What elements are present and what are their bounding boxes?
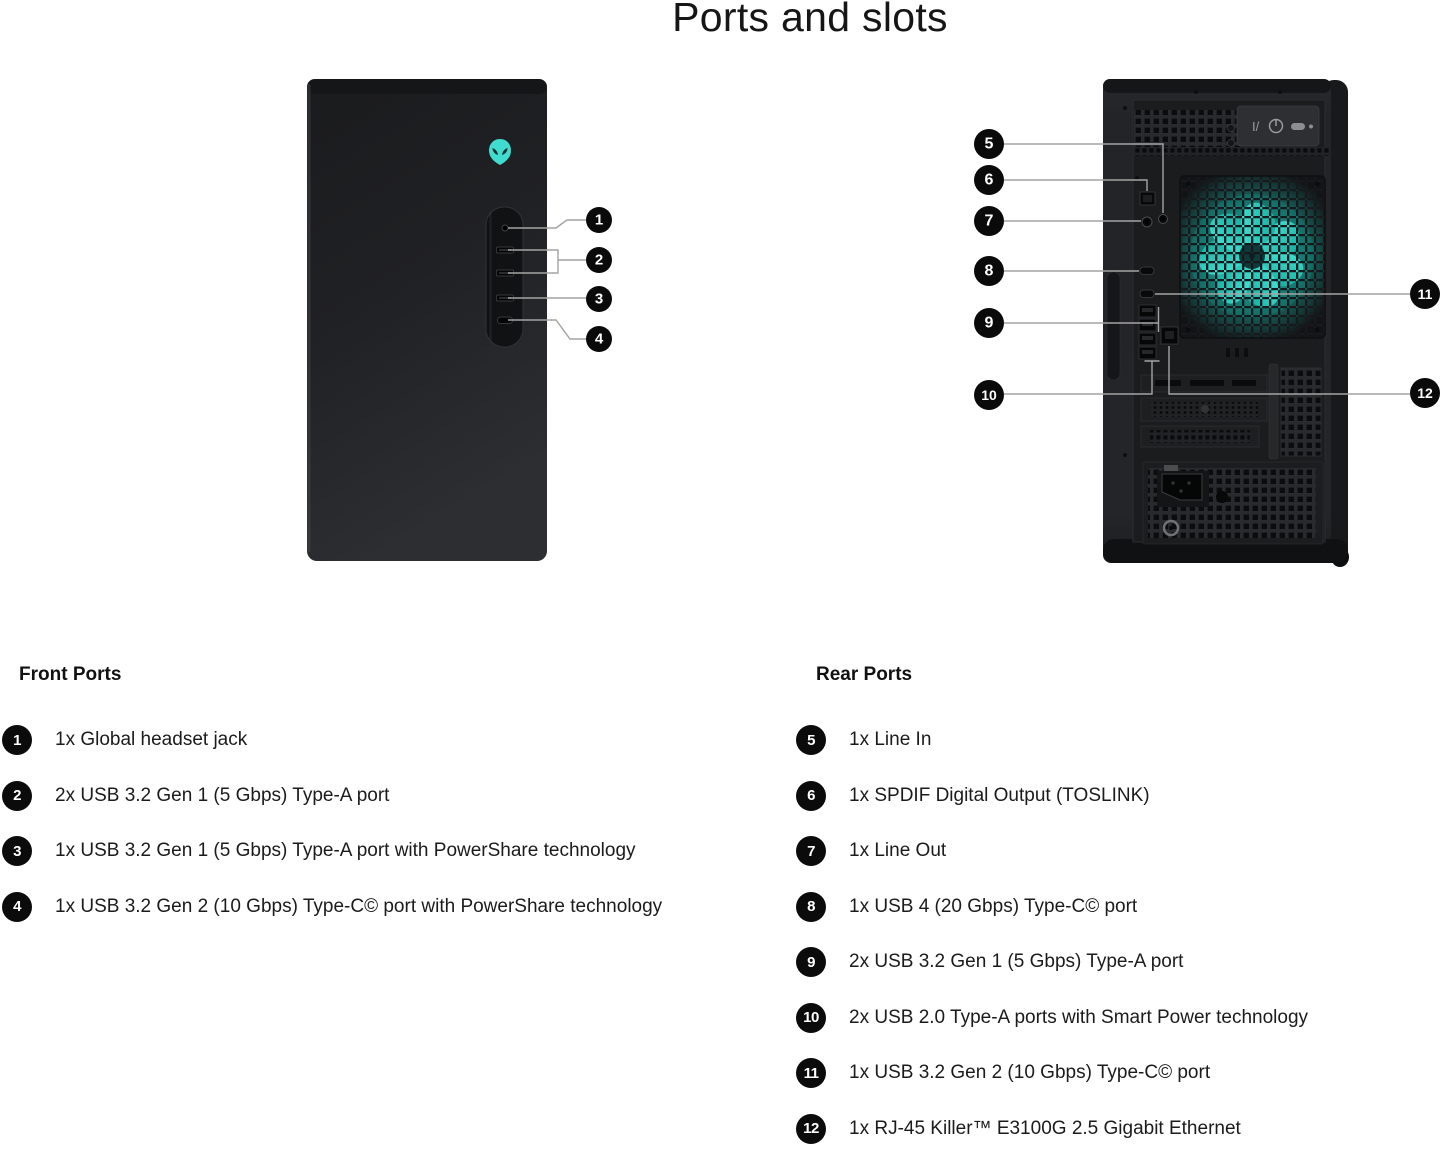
callout-badge-12 (1410, 378, 1440, 408)
item-number-badge: 11 (796, 1058, 826, 1088)
callout-badge-6 (974, 165, 1004, 195)
callout-number: 1 (594, 211, 604, 229)
rear-indicator-1 (1228, 125, 1235, 132)
front-ports-heading: Front Ports (19, 664, 122, 685)
page-title: Ports and slots (672, 0, 948, 40)
rear-indicator-2 (1228, 140, 1235, 147)
item-label: 2x USB 2.0 Type-A ports with Smart Power technology (849, 1006, 1309, 1028)
item-number-badge: 12 (796, 1114, 826, 1144)
pcie-slot-1 (1141, 375, 1267, 392)
item-number-badge: 6 (796, 781, 826, 811)
callout-badge-10 (974, 380, 1004, 410)
spdif-port (1140, 192, 1155, 205)
item-label: 1x USB 3.2 Gen 2 (10 Gbps) Type-C© port with PowerShare technology (55, 895, 663, 917)
legend-item-2 (2, 781, 662, 811)
callout-badge-4 (586, 326, 612, 352)
item-label: 1x USB 3.2 Gen 1 (5 Gbps) Type-A port with PowerShare technology (55, 840, 636, 861)
callout-badge-8 (974, 256, 1004, 286)
item-label: 2x USB 3.2 Gen 1 (5 Gbps) Type-A port (55, 784, 390, 806)
item-label: 1x Line In (849, 729, 932, 750)
usb-c-port-8 (1140, 267, 1154, 275)
callout-badge-2 (586, 247, 612, 273)
rear-side-groove (1107, 272, 1120, 380)
usb-c-port-11 (1140, 290, 1154, 298)
item-number-badge: 10 (796, 1003, 826, 1033)
item-number-badge: 4 (2, 892, 32, 922)
legend-item-11 (796, 1058, 1308, 1088)
rj45-port (1161, 327, 1178, 344)
legend-item-6 (796, 781, 1308, 811)
callout-badge-11 (1410, 279, 1440, 309)
callout-badge-3 (586, 286, 612, 312)
callout-number: 2 (594, 251, 604, 269)
rear-side-vent-grid (1281, 368, 1321, 456)
callout-number: 9 (984, 314, 994, 332)
item-label: 1x Global headset jack (55, 729, 248, 750)
callout-number: 12 (1417, 385, 1433, 401)
legend-item-8 (796, 892, 1308, 922)
psu-knob (1216, 491, 1228, 503)
item-number-badge: 7 (796, 836, 826, 866)
item-label: 1x SPDIF Digital Output (TOSLINK) (849, 784, 1150, 806)
item-number-badge: 5 (796, 725, 826, 755)
legend-item-1 (2, 725, 662, 755)
slot-retention-bracket (1269, 364, 1278, 459)
callout-badge-9 (974, 308, 1004, 338)
callout-number: 8 (984, 262, 994, 280)
callout-number: 11 (1417, 286, 1433, 302)
power-io-label: I/ (1252, 119, 1260, 134)
callout-number: 5 (984, 135, 994, 153)
pcie-slot-3 (1141, 426, 1259, 447)
callout-badge-1 (586, 207, 612, 233)
psu-area (1143, 462, 1323, 544)
rear-ports-heading: Rear Ports (816, 664, 913, 685)
power-dot-icon (1309, 125, 1313, 129)
item-number-badge: 2 (2, 781, 32, 811)
item-label: 1x Line Out (849, 840, 947, 861)
rear-ports-legend (796, 664, 1308, 1149)
front-tower-top-band (307, 79, 547, 94)
item-label: 1x USB 3.2 Gen 2 (10 Gbps) Type-C© port (849, 1062, 1211, 1083)
line-in-jack (1159, 215, 1168, 224)
legend-item-4 (2, 892, 662, 922)
legend-item-7 (796, 836, 1308, 866)
front-ports-legend (2, 664, 662, 947)
callout-number: 6 (984, 171, 994, 189)
fan-grid-overlay (1180, 176, 1325, 338)
callout-number: 3 (594, 290, 604, 308)
callout-badge-7 (974, 206, 1004, 236)
item-label: 1x USB 4 (20 Gbps) Type-C© port (849, 895, 1138, 917)
item-number-badge: 3 (2, 836, 32, 866)
legend-item-9 (796, 947, 1308, 977)
front-callout-badges (586, 207, 612, 352)
line-out-jack (1142, 217, 1152, 227)
callout-number: 10 (981, 387, 997, 403)
rear-fan-vent (1162, 166, 1342, 346)
item-number-badge: 9 (796, 947, 826, 977)
legend-item-10 (796, 1003, 1308, 1033)
callout-badge-5 (974, 129, 1004, 159)
headset-jack-port (502, 225, 508, 231)
power-pill-icon (1291, 123, 1305, 130)
legend-item-5 (796, 725, 1308, 755)
item-label: 1x RJ-45 Killer™ E3100G 2.5 Gigabit Ethernet (849, 1117, 1241, 1139)
callout-number: 4 (594, 330, 604, 348)
front-tower-edge-highlight (308, 84, 311, 552)
callout-number: 7 (984, 212, 994, 230)
power-inlet (1157, 471, 1209, 507)
item-number-badge: 8 (796, 892, 826, 922)
item-label: 2x USB 3.2 Gen 1 (5 Gbps) Type-A port (849, 951, 1184, 972)
power-panel (1237, 106, 1319, 146)
legend-item-12 (796, 1114, 1308, 1144)
pcie-slot-2 (1141, 398, 1267, 421)
item-number-badge: 1 (2, 725, 32, 755)
legend-item-3 (2, 836, 662, 866)
rear-tower-top-band (1103, 79, 1331, 93)
